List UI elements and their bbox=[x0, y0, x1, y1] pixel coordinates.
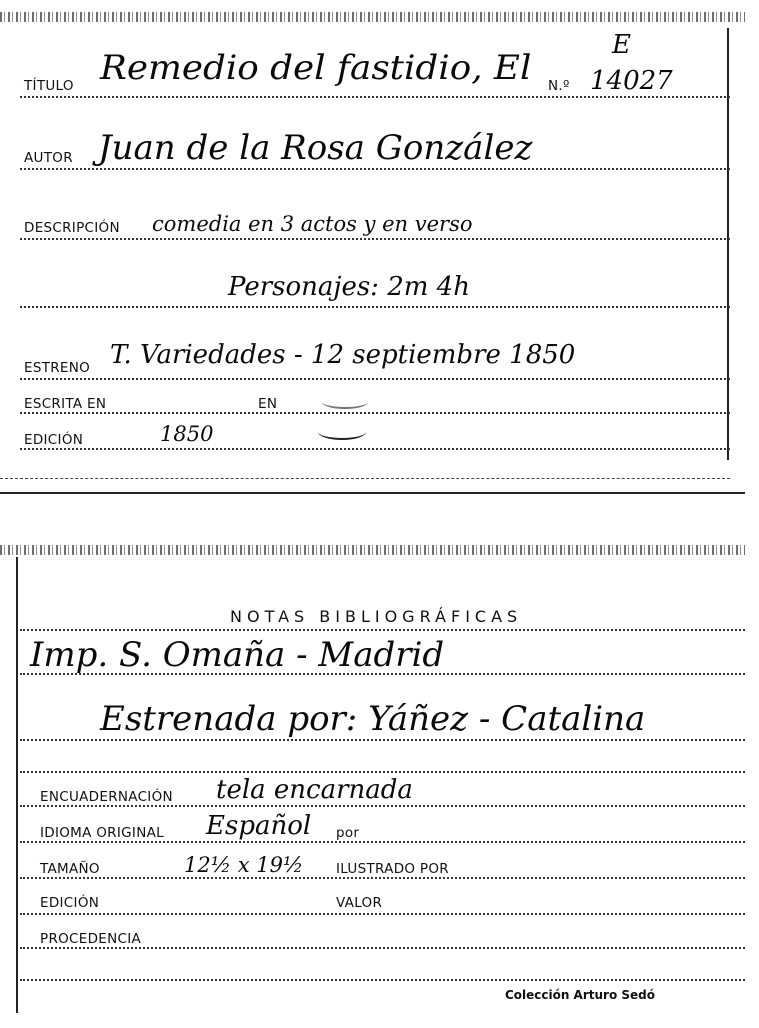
procedencia-label: PROCEDENCIA bbox=[40, 931, 142, 947]
collection-credit: Colección Arturo Sedó bbox=[504, 988, 655, 1002]
edicion-label: EDICIÓN bbox=[24, 432, 84, 448]
card-bottom-border bbox=[0, 478, 730, 479]
estreno-label: ESTRENO bbox=[24, 360, 91, 376]
descripcion-value: comedia en 3 actos y en verso bbox=[152, 212, 473, 236]
notas-rule bbox=[20, 629, 745, 631]
autor-value: Juan de la Rosa González bbox=[98, 128, 533, 168]
descripcion-rule bbox=[20, 238, 730, 240]
tamano-rule bbox=[20, 877, 745, 879]
front-card bbox=[0, 0, 745, 495]
catalog-mark: E bbox=[612, 30, 631, 60]
ink-smear bbox=[318, 424, 366, 440]
encuadernacion-rule bbox=[20, 805, 745, 807]
edicion-value: 1850 bbox=[160, 422, 214, 446]
escrita-en-label: ESCRITA EN bbox=[24, 396, 107, 412]
autor-rule bbox=[20, 168, 730, 170]
encuadernacion-label: ENCUADERNACIÓN bbox=[40, 789, 173, 805]
card-edge-noise bbox=[0, 12, 745, 22]
tamano-label: TAMAÑO bbox=[40, 861, 100, 877]
escrita-rule bbox=[20, 412, 730, 414]
valor-label: VALOR bbox=[336, 895, 383, 911]
numero-label: N.º bbox=[548, 78, 570, 94]
note-rule bbox=[20, 673, 745, 675]
titulo-value: Remedio del fastidio, El bbox=[100, 48, 532, 88]
estreno-value: T. Variedades - 12 septiembre 1850 bbox=[110, 340, 576, 370]
card-edge-noise bbox=[0, 545, 745, 555]
numero-value: 14027 bbox=[590, 66, 673, 96]
note-imprenta: Imp. S. Omaña - Madrid bbox=[30, 635, 445, 675]
por-label: por bbox=[336, 825, 360, 841]
edicion-rule bbox=[20, 913, 745, 915]
ilustrado-por-label: ILUSTRADO POR bbox=[336, 861, 449, 877]
blank-rule bbox=[20, 979, 745, 981]
estreno-rule bbox=[20, 378, 730, 380]
titulo-label: TÍTULO bbox=[24, 78, 74, 94]
card-separator bbox=[0, 492, 745, 494]
descripcion-label: DESCRIPCIÓN bbox=[24, 220, 120, 236]
note-rule bbox=[20, 739, 745, 741]
notas-heading: NOTAS BIBLIOGRÁFICAS bbox=[230, 607, 523, 626]
personajes-rule bbox=[20, 306, 730, 308]
en-label: EN bbox=[258, 396, 278, 412]
titulo-rule bbox=[20, 96, 730, 98]
autor-label: AUTOR bbox=[24, 150, 73, 166]
encuadernacion-value: tela encarnada bbox=[216, 775, 413, 805]
edicion-rule bbox=[20, 448, 730, 450]
idioma-rule bbox=[20, 841, 745, 843]
edicion-label: EDICIÓN bbox=[40, 895, 100, 911]
idioma-original-value: Español bbox=[206, 811, 312, 841]
note-estrenada: Estrenada por: Yáñez - Catalina bbox=[100, 699, 646, 739]
tamano-value: 12½ x 19½ bbox=[184, 853, 304, 877]
personajes-value: Personajes: 2m 4h bbox=[228, 272, 470, 302]
card-right-border bbox=[727, 28, 729, 460]
blank-rule bbox=[20, 771, 745, 773]
procedencia-rule bbox=[20, 947, 745, 949]
card-left-border bbox=[16, 557, 18, 1013]
back-card bbox=[0, 543, 745, 1013]
ink-smear bbox=[322, 395, 368, 409]
idioma-original-label: IDIOMA ORIGINAL bbox=[40, 825, 164, 841]
